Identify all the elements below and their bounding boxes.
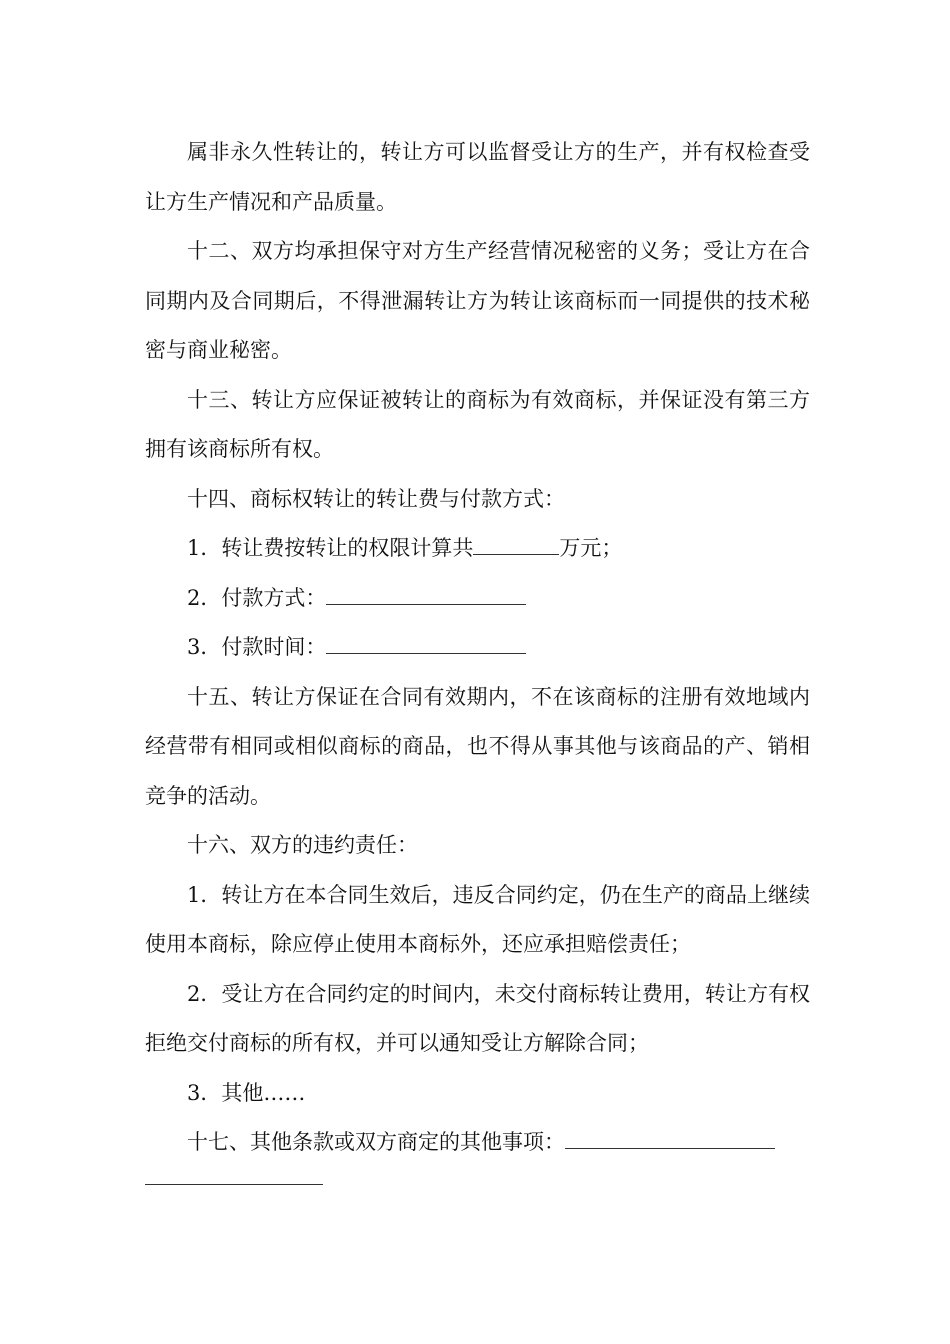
document-body [145,128,810,1185]
paragraph-fee-amount [145,524,810,574]
fee-amount-blank[interactable] [473,532,559,555]
payment-time-label: 3．付款时间： [187,635,327,659]
paragraph-clause-17 [145,1118,810,1168]
paragraph-clause-12: 十二、双方均承担保守对方生产经营情况秘密的义务；受让方在合同期内及合同期后，不得泄漏转让方为转让该商标而一同提供的技术秘密与商业秘密。 [145,239,810,362]
payment-method-label: 2．付款方式： [187,585,327,610]
paragraph-clause-16: 十六、双方的违约责任： [187,833,418,857]
payment-method-blank[interactable] [326,581,526,604]
other-terms-blank[interactable] [565,1126,775,1149]
paragraph-payment-method [145,574,810,624]
fee-amount-label: 1．转让费按转让的权限计算共 [187,536,474,560]
paragraph-clause-15: 十五、转让方保证在合同有效期内，不在该商标的注册有效地域内经营带有相同或相似商标的商品，也不得从事其他与该商品的产、销相竞争的活动。 [145,684,810,808]
paragraph-breach-transferor: 1．转让方在本合同生效后，违反合同约定，仍在生产的商品上继续使用本商标，除应停止使用本商标外，还应承担赔偿责任； [145,882,810,956]
paragraph-breach-other: 3．其他…… [187,1080,306,1105]
paragraph-supervision: 属非永久性转让的，转让方可以监督受让方的生产，并有权检查受让方生产情况和产品质量。 [145,140,810,214]
other-terms-blank-continued[interactable] [145,1184,323,1185]
paragraph-breach-transferee: 2．受让方在合同约定的时间内，未交付商标转让费用，转让方有权拒绝交付商标的所有权，并可以通知受让方解除合同； [145,981,810,1055]
paragraph-payment-time [145,623,810,673]
paragraph-clause-13: 十三、转让方应保证被转让的商标为有效商标，并保证没有第三方拥有该商标所有权。 [145,387,810,461]
other-terms-label: 十七、其他条款或双方商定的其他事项： [187,1130,565,1154]
fee-amount-unit: 万元； [559,536,623,560]
paragraph-clause-14: 十四、商标权转让的转让费与付款方式： [187,486,565,511]
payment-time-blank[interactable] [326,631,526,654]
